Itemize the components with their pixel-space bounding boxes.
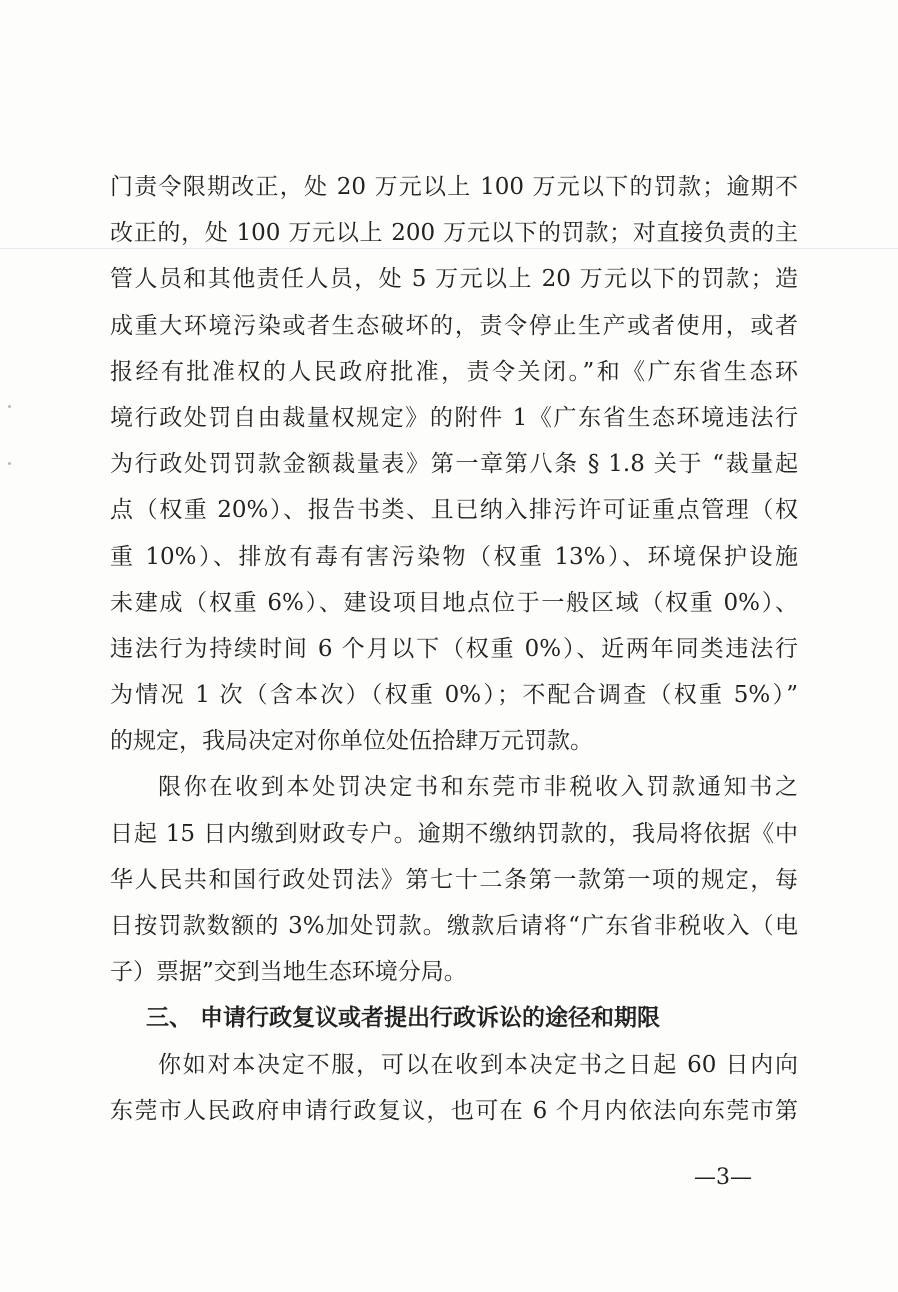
text-line: 你如对本决定不服，可以在收到本决定书之日起 60 日内向 xyxy=(158,1051,798,1078)
text-line: 改正的，处 100 万元以上 200 万元以下的罚款；对直接负责的主 xyxy=(110,220,798,247)
text-line: 为行政处罚罚款金额裁量表》第一章第八条 § 1.8 关于 “裁量起 xyxy=(110,451,798,478)
text-line: 重 10%）、排放有毒有害污染物（权重 13%）、环境保护设施 xyxy=(110,543,798,570)
scan-speck xyxy=(8,405,11,408)
text-line: 的规定，我局决定对你单位处伍拾肆万元罚款。 xyxy=(110,728,593,755)
text-line: 东莞市人民政府申请行政复议，也可在 6 个月内依法向东莞市第 xyxy=(110,1097,798,1124)
text-line: 点（权重 20%）、报告书类、且已纳入排污许可证重点管理（权 xyxy=(110,497,798,524)
page-number: —3— xyxy=(694,1165,752,1190)
text-line: 为情况 1 次（含本次）（权重 0%）；不配合调查（权重 5%）” xyxy=(110,682,798,709)
text-line: 报经有批准权的人民政府批准，责令关闭。”和《广东省生态环 xyxy=(110,358,798,385)
text-line: 门责令限期改正，处 20 万元以上 100 万元以下的罚款；逾期不 xyxy=(110,174,798,200)
text-line: 未建成（权重 6%）、建设项目地点位于一般区域（权重 0%）、 xyxy=(110,589,798,616)
text-line: 境行政处罚自由裁量权规定》的附件 1《广东省生态环境违法行 xyxy=(110,404,798,431)
text-line: 限你在收到本处罚决定书和东莞市非税收入罚款通知书之 xyxy=(158,774,798,801)
text-line: 成重大环境污染或者生态破坏的，责令停止生产或者使用，或者 xyxy=(110,312,798,339)
section-heading: 三、 申请行政复议或者提出行政诉讼的途径和期限 xyxy=(146,1005,661,1032)
scan-speck xyxy=(8,462,11,465)
text-line: 日按罚款数额的 3%加处罚款。缴款后请将“广东省非税收入（电 xyxy=(110,913,798,939)
text-line: 子）票据”交到当地生态环境分局。 xyxy=(110,959,467,986)
text-line: 日起 15 日内缴到财政专户。逾期不缴纳罚款的，我局将依据《中 xyxy=(110,820,798,847)
text-line: 违法行为持续时间 6 个月以下（权重 0%）、近两年同类违法行 xyxy=(110,635,798,662)
text-line: 华人民共和国行政处罚法》第七十二条第一款第一项的规定，每 xyxy=(110,866,798,893)
document-body xyxy=(110,164,798,1134)
text-line: 管人员和其他责任人员，处 5 万元以上 20 万元以下的罚款；造 xyxy=(110,266,798,293)
